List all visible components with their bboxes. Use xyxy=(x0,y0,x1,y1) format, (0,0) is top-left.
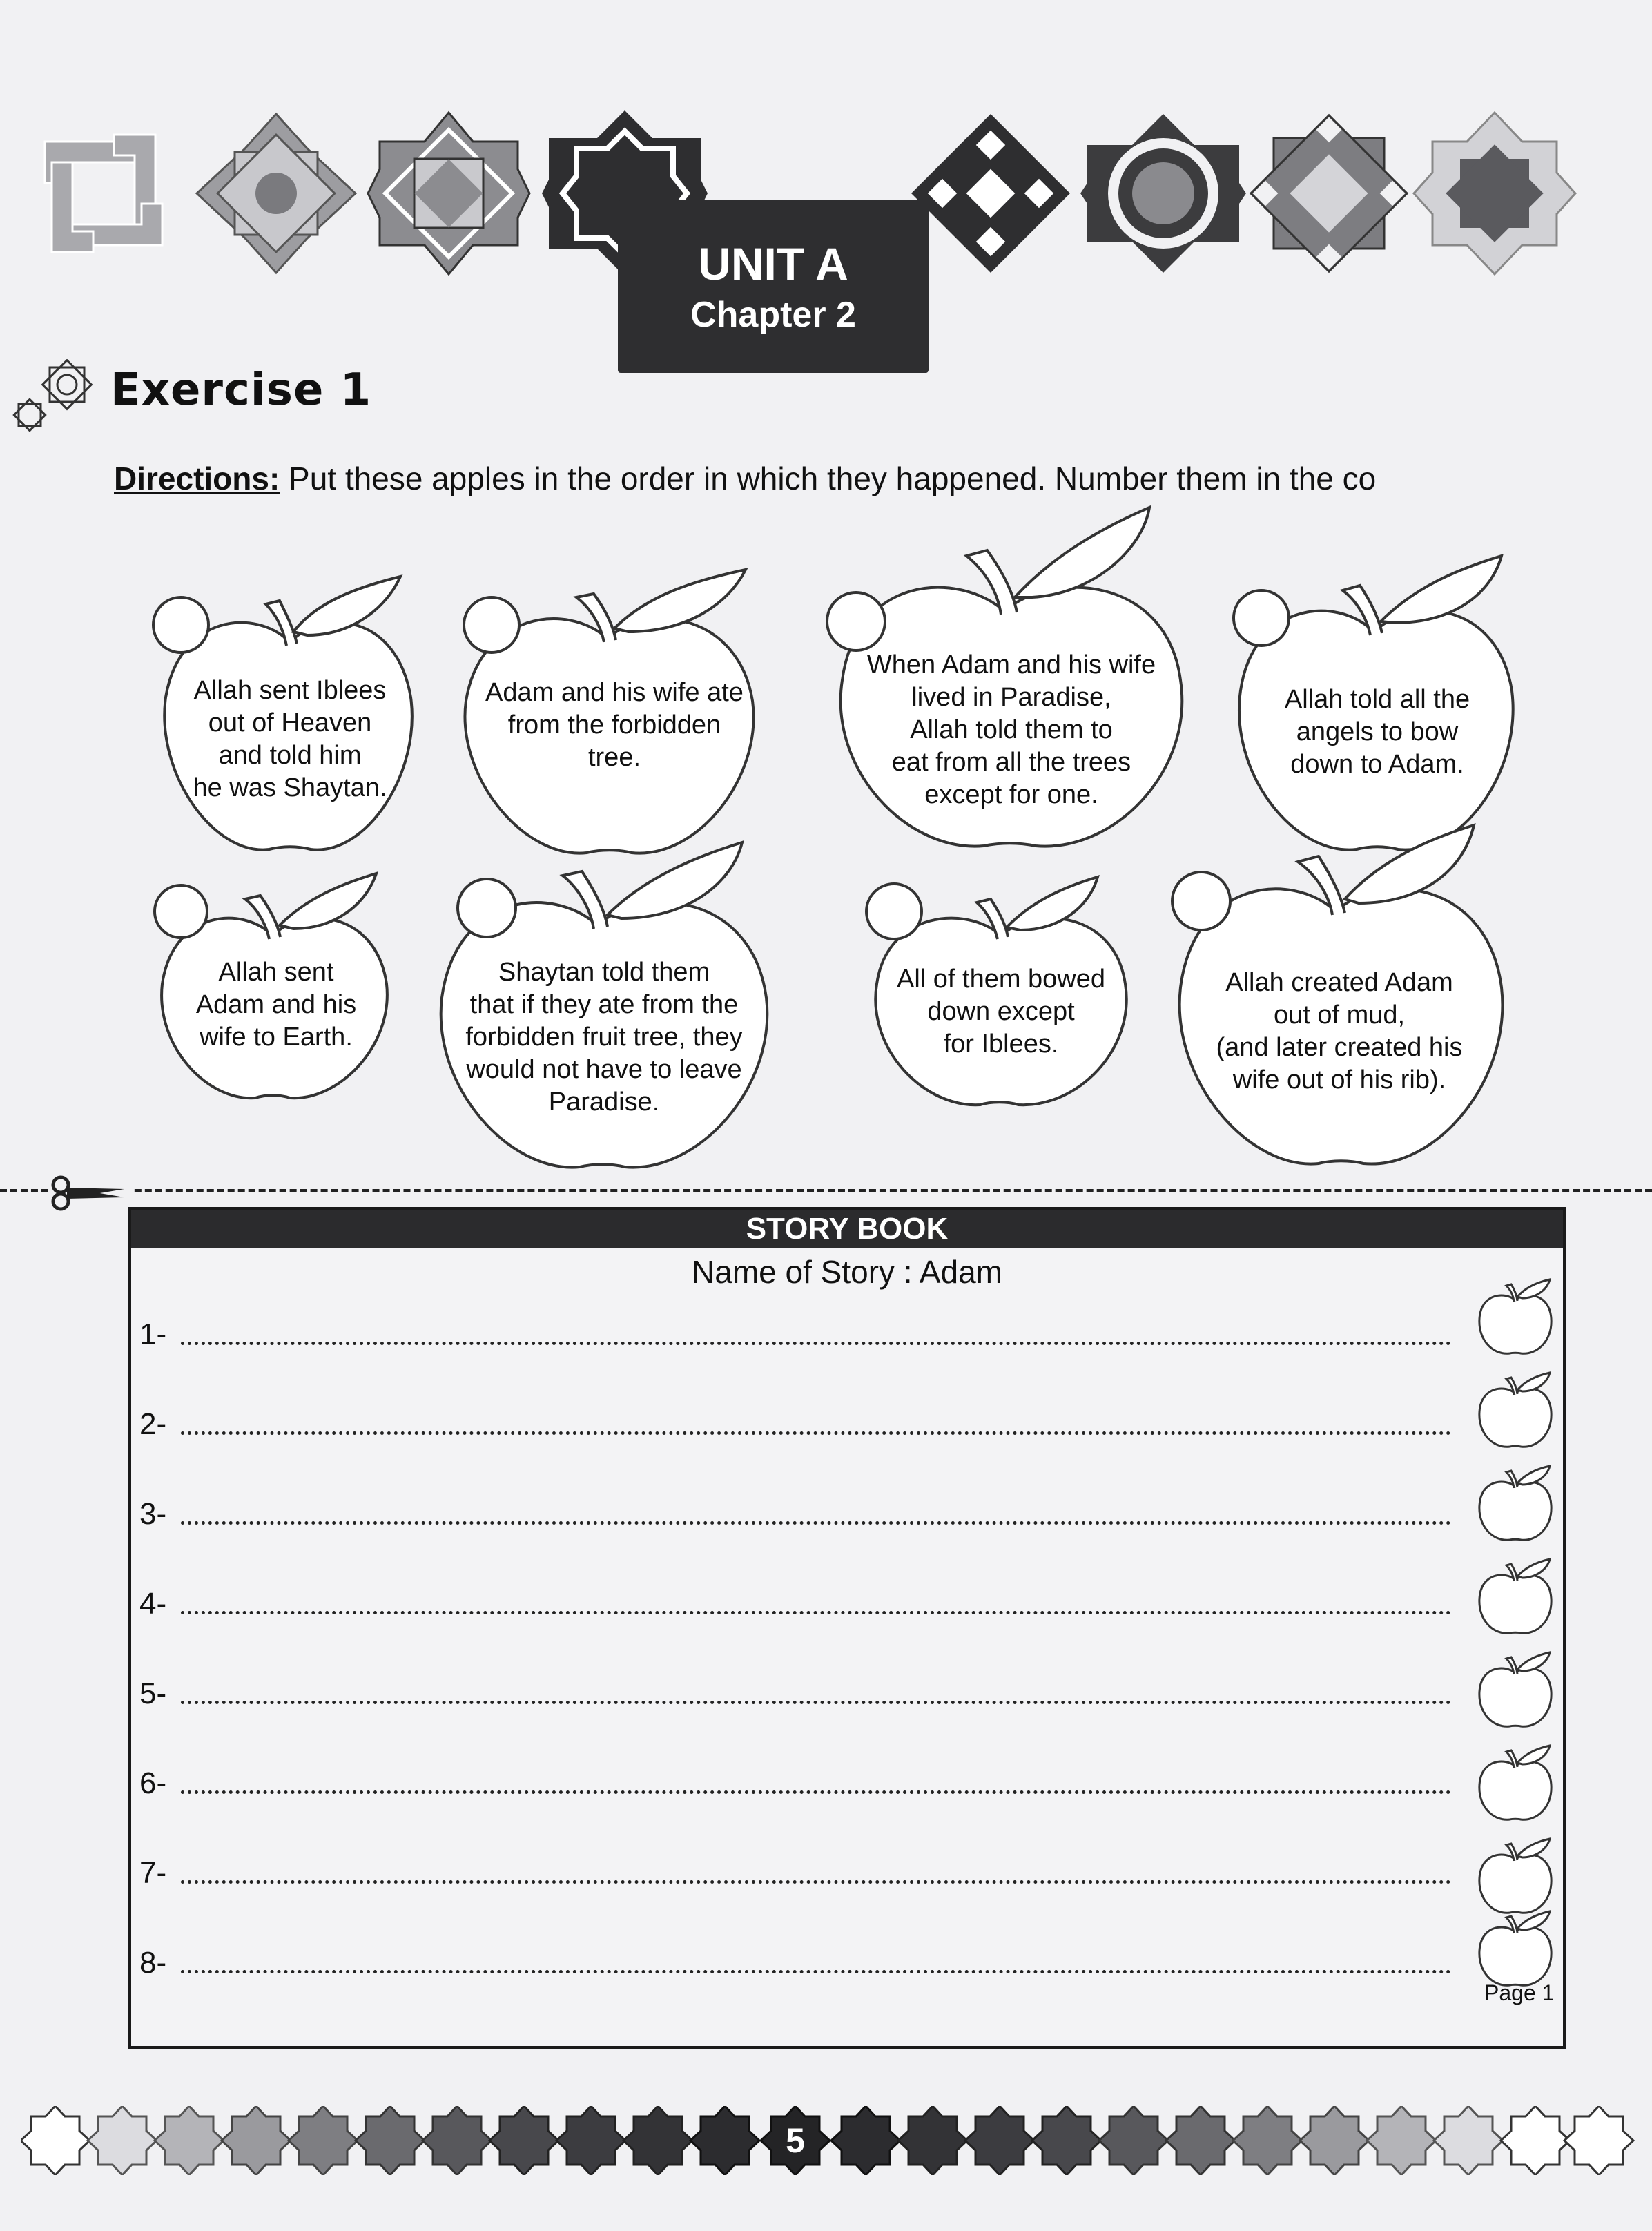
apple-icon xyxy=(1474,1462,1557,1545)
story-name: Name of Story : Adam xyxy=(692,1254,1002,1290)
apple-card xyxy=(1160,822,1519,1181)
apple-text-line: When Adam and his wife xyxy=(866,650,1156,679)
apple-text-line: except for one. xyxy=(924,780,1098,809)
dotted-line xyxy=(181,1611,1451,1614)
apple-text-line: Allah sent Iblees xyxy=(193,676,387,705)
page-label: Page 1 xyxy=(1484,1980,1555,2005)
apple-text-line: for Iblees. xyxy=(943,1030,1059,1059)
chapter-title: Chapter 2 xyxy=(690,295,856,335)
star-diamond-icon xyxy=(1243,107,1415,280)
story-line[interactable] xyxy=(139,1759,1451,1801)
story-line-number: 8- xyxy=(139,1946,167,1980)
apple-text-line: out of Heaven xyxy=(208,708,372,737)
story-line[interactable] xyxy=(139,1849,1451,1891)
filled-octagram-icon xyxy=(1408,107,1581,280)
story-line-number: 1- xyxy=(139,1317,167,1351)
apple-text-line: eat from all the trees xyxy=(891,748,1131,777)
eight-point-star-icon xyxy=(190,107,362,280)
dotted-line xyxy=(181,1431,1451,1435)
story-line[interactable] xyxy=(139,1670,1451,1711)
apple-text-line: Adam and his xyxy=(195,990,357,1019)
story-line-number: 7- xyxy=(139,1856,167,1890)
apple-text-line: Shaytan told them xyxy=(498,958,710,987)
diamond-cross-icon xyxy=(904,107,1077,280)
apple-text-line: Allah created Adam xyxy=(1225,968,1453,997)
nested-star-icon xyxy=(362,107,535,280)
apple-text-line: down to Adam. xyxy=(1290,750,1464,779)
apple-text-line: Allah told all the xyxy=(1284,685,1470,714)
dotted-line xyxy=(181,1970,1451,1973)
apple-text-line: All of them bowed xyxy=(896,965,1106,994)
unit-banner xyxy=(618,200,929,373)
directions-text: Put these apples in the order in which they happened. Number them in the co xyxy=(280,461,1377,496)
apple-icon xyxy=(1474,1742,1557,1825)
apple-text-line: (and later created his xyxy=(1216,1033,1463,1062)
exercise-star-icon xyxy=(8,359,98,442)
apple-icon xyxy=(1474,1369,1557,1452)
header-ornament-row xyxy=(0,97,1652,335)
dotted-line xyxy=(181,1521,1451,1525)
apple-icon xyxy=(1474,1908,1557,1991)
apple-text-line: he was Shaytan. xyxy=(193,773,387,802)
square-knot-icon xyxy=(17,107,190,280)
dotted-line xyxy=(181,1342,1451,1345)
story-line[interactable] xyxy=(139,1580,1451,1621)
directions xyxy=(114,457,1495,500)
story-line-number: 2- xyxy=(139,1407,167,1441)
story-line-number: 6- xyxy=(139,1766,167,1800)
scissors-icon xyxy=(48,1174,131,1213)
story-line[interactable] xyxy=(139,1311,1451,1352)
apple-text-line: tree. xyxy=(587,743,641,772)
story-book-header: STORY BOOK xyxy=(131,1210,1563,1248)
apple-icon xyxy=(1474,1556,1557,1639)
dotted-line xyxy=(181,1701,1451,1704)
apple-text-line: angels to bow xyxy=(1296,717,1459,746)
story-line[interactable] xyxy=(139,1939,1451,1980)
apple-text-line: Paradise. xyxy=(548,1088,660,1117)
page-number: 5 xyxy=(786,2121,805,2160)
story-book-box xyxy=(128,1207,1566,2049)
apple-text-line: out of mud, xyxy=(1273,1001,1406,1030)
apple-text-line: down except xyxy=(927,997,1075,1026)
rosette-icon xyxy=(1077,107,1250,280)
apple-text-line: Adam and his wife ate xyxy=(485,678,744,707)
apple-text-line: from the forbidden xyxy=(507,711,721,740)
story-line[interactable] xyxy=(139,1400,1451,1442)
dotted-line xyxy=(181,1790,1451,1794)
apple-card xyxy=(152,566,428,863)
apple-card xyxy=(1225,545,1529,863)
apple-card xyxy=(818,501,1205,860)
unit-title: UNIT A xyxy=(698,238,848,289)
apple-text-line: Allah told them to xyxy=(910,715,1113,744)
apple-card xyxy=(856,867,1146,1115)
apple-icon xyxy=(1474,1835,1557,1918)
apple-text-line: wife to Earth. xyxy=(200,1023,353,1052)
exercise-title: Exercise 1 xyxy=(110,365,372,416)
story-line-number: 5- xyxy=(139,1677,167,1710)
apple-icon xyxy=(1474,1276,1557,1359)
apple-icon xyxy=(1474,1649,1557,1732)
apple-text-line: Allah sent xyxy=(218,958,334,987)
story-line-number: 3- xyxy=(139,1497,167,1531)
story-line[interactable] xyxy=(139,1490,1451,1532)
apple-card xyxy=(425,836,784,1181)
apple-card xyxy=(152,860,400,1108)
dotted-line xyxy=(181,1880,1451,1884)
apple-text-line: that if they ate from the xyxy=(469,990,739,1019)
apple-card xyxy=(449,563,773,867)
apple-text-line: would not have to leave xyxy=(466,1055,742,1084)
apple-text-line: lived in Paradise, xyxy=(911,683,1111,712)
directions-label: Directions: xyxy=(114,461,280,496)
apple-text-line: and told him xyxy=(218,741,362,770)
apple-text-line: forbidden fruit tree, they xyxy=(465,1023,743,1052)
apple-text-line: wife out of his rib). xyxy=(1232,1065,1446,1094)
cut-line xyxy=(0,1189,1652,1192)
story-line-number: 4- xyxy=(139,1587,167,1621)
